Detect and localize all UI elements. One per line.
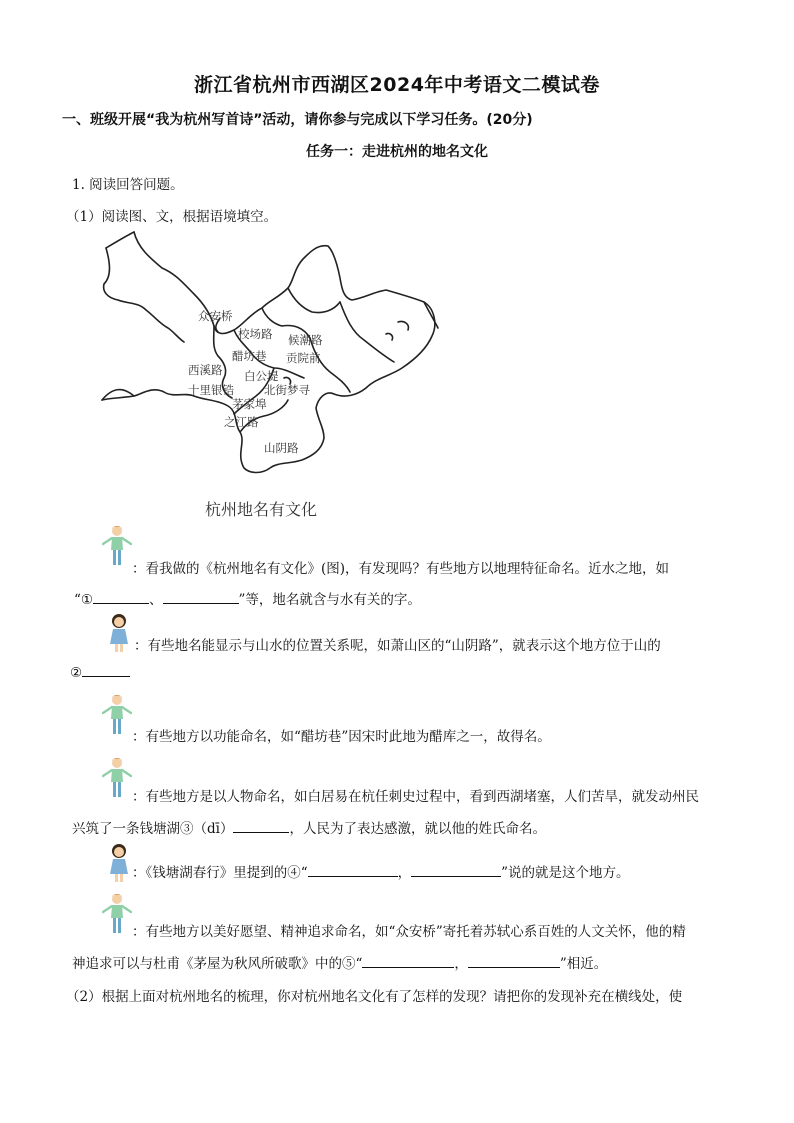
blank-4a[interactable] (308, 862, 398, 877)
page-title: 浙江省杭州市西湖区2024年中考语文二模试卷 (194, 74, 600, 96)
sub-question-1: （1）阅读图、文，根据语境填空。 (66, 209, 278, 225)
blank-5b[interactable] (468, 953, 560, 968)
girl-avatar-icon (104, 842, 134, 886)
dialogue-line: ：有些地方以美好愿望、精神追求命名，如“众安桥”寄托着苏轼心系百姓的人文关怀，他的精 (132, 924, 686, 940)
blank-3[interactable] (233, 818, 289, 833)
boy-avatar-icon (102, 756, 132, 800)
map-label: 茅家埠 (232, 397, 267, 411)
dialogue-line: ：看我做的《杭州地名有文化》(图)，有发现吗？有些地方以地理特征命名。近水之地，如 (132, 561, 670, 577)
boy-avatar-icon (102, 524, 132, 568)
blank-2[interactable] (82, 662, 130, 677)
dialogue-line: “① 、 ”等，地名就含与水有关的字。 (74, 588, 421, 608)
map-label: 候潮路 (288, 333, 323, 347)
girl-avatar-icon (104, 612, 134, 656)
map-label: 贡院前 (286, 351, 321, 365)
blank-4b[interactable] (411, 862, 501, 877)
sub-question-2: （2）根据上面对杭州地名的梳理，你对杭州地名文化有了怎样的发现？请把你的发现补充在横线处，使 (66, 989, 683, 1005)
dialogue-line: ：《钱塘湖春行》里提到的④“ ， ”说的就是这个地方。 (132, 861, 630, 881)
boy-avatar-icon (102, 892, 132, 936)
map-label: 众安桥 (198, 309, 233, 323)
blank-5a[interactable] (362, 953, 454, 968)
map-label: 十里银锆 (188, 383, 234, 397)
hangzhou-map (98, 228, 443, 483)
dialogue-line: ：有些地方以功能命名，如“醋坊巷”因宋时此地为醋库之一，故得名。 (132, 729, 551, 745)
map-label: 西溪路 (188, 363, 223, 377)
section-heading: 一、班级开展“我为杭州写首诗”活动，请你参与完成以下学习任务。(20分) (62, 112, 533, 128)
dialogue-line: 兴筑了一条钱塘湖③（dī） ，人民为了表达感激，就以他的姓氏命名。 (72, 817, 546, 837)
dialogue-line: ：有些地方是以人物命名，如白居易在杭任刺史过程中，看到西湖堵塞，人们苦旱，就发动州民 (132, 789, 699, 805)
map-label: 北街梦寻 (264, 383, 310, 397)
map-label: 山阴路 (264, 441, 299, 455)
dialogue-line: ：有些地名能显示与山水的位置关系呢，如萧山区的“山阴路”，就表示这个地方位于山的 (134, 638, 661, 654)
map-label: 醋坊巷 (232, 349, 267, 363)
map-label: 白公堤 (244, 369, 279, 383)
map-label: 之江路 (224, 415, 259, 429)
dialogue-line: 神追求可以与杜甫《茅屋为秋风所破歌》中的⑤“ ， ”相近。 (72, 952, 607, 972)
blank-1a[interactable] (93, 589, 149, 604)
question-intro: 1. 阅读回答问题。 (72, 177, 184, 193)
boy-avatar-icon (102, 693, 132, 737)
task-title: 任务一：走进杭州的地名文化 (306, 144, 488, 160)
map-caption: 杭州地名有文化 (205, 500, 318, 519)
map-label: 校场路 (238, 327, 273, 341)
blank-1b[interactable] (163, 589, 239, 604)
dialogue-line: ② (70, 662, 130, 681)
